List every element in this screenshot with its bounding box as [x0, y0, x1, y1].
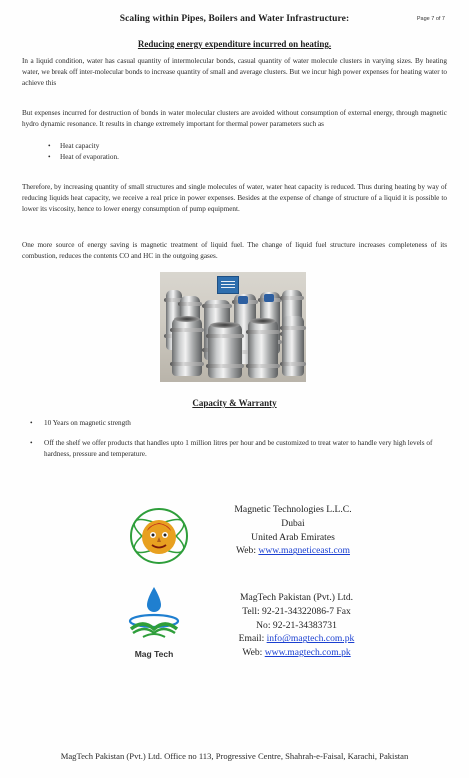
company-web	[218, 544, 368, 558]
magtech-logo-text: Mag Tech	[134, 649, 174, 659]
company-name: MagTech Pakistan (Pvt.) Ltd.	[239, 592, 354, 603]
footer-address: MagTech Pakistan (Pvt.) Ltd. Office no 113, Progressive Centre, Shahrah-e-Faisal, Karachi, Pakistan	[60, 751, 409, 761]
list-item: • Heat capacity	[48, 141, 119, 152]
paragraph-bonds: But expenses incurred for destruction of bonds in water molecular clusters are avoided without consumption of external energy, through magnetic hydro dynamic resonance. It results in change extremely important for thermal power parameters such as	[22, 109, 447, 128]
list-item: • Off the shelf we offer products that handles upto 1 million litres per hour and be customized to treat water to handle very high levels of hardness, pressure and temperature.	[30, 438, 440, 460]
magnetic-technologies-logo-icon	[128, 505, 190, 567]
company-tel: Tell: 92-21-34322086-7 Fax	[242, 605, 351, 617]
company-web	[224, 646, 369, 660]
warranty-list	[30, 418, 440, 468]
page-header-title: Scaling within Pipes, Boilers and Water Infrastructure:	[119, 14, 350, 24]
company-country: United Arab Emirates	[251, 531, 335, 543]
list-item: • Heat of evaporation.	[48, 152, 119, 163]
section-heading-energy: Reducing energy expenditure incurred on heating.	[137, 39, 332, 49]
paragraph-intro: In a liquid condition, water has casual quantity of intermolecular bonds, casual quantity of water molecule clusters in varying sizes. By heating water, we break off inter-molecular bonds to increase quantity of small and average clusters. But we incur high power expenses for heating water to achieve this	[22, 57, 447, 87]
company-dubai-contact	[218, 503, 368, 558]
email-label: Email:	[238, 633, 267, 645]
paragraph-fuel: One more source of energy saving is magnetic treatment of liquid fuel. The change of liquid fuel structure increases completeness of its combustion, reduces the contents CO and HC in the outgoing gases.	[22, 241, 447, 260]
page-number: Page 7 of 7	[416, 16, 445, 22]
company-email	[224, 632, 369, 646]
thermal-parameters-list	[48, 141, 119, 163]
web-label: Web:	[242, 647, 265, 659]
product-photo	[160, 272, 306, 382]
list-item: • 10 Years on magnetic strength	[30, 418, 440, 429]
company-pakistan-contact	[224, 591, 369, 660]
product-label-sign	[217, 276, 239, 294]
web-link[interactable]: www.magneticeast.com	[258, 545, 350, 557]
magtech-logo-icon	[123, 583, 185, 663]
section-heading-warranty: Capacity & Warranty	[192, 398, 277, 408]
web-label: Web:	[236, 545, 259, 557]
company-fax: No: 92-21-34383731	[256, 619, 337, 631]
web-link[interactable]: www.magtech.com.pk	[264, 647, 351, 659]
company-name: Magnetic Technologies L.L.C.	[234, 504, 352, 515]
paragraph-heat-capacity: Therefore, by increasing quantity of small structures and single molecules of water, water heat capacity is reduced. Thus during heating by way of reducing liquids heat capacity, we receive a real price in power expenses. Besides at the expense of change of structure of a liquid it is possible to lower its viscosity, hence to lower energy consumption of pump equipment.	[22, 183, 447, 213]
company-city: Dubai	[281, 517, 305, 529]
email-link[interactable]: info@magtech.com.pk	[266, 633, 355, 645]
